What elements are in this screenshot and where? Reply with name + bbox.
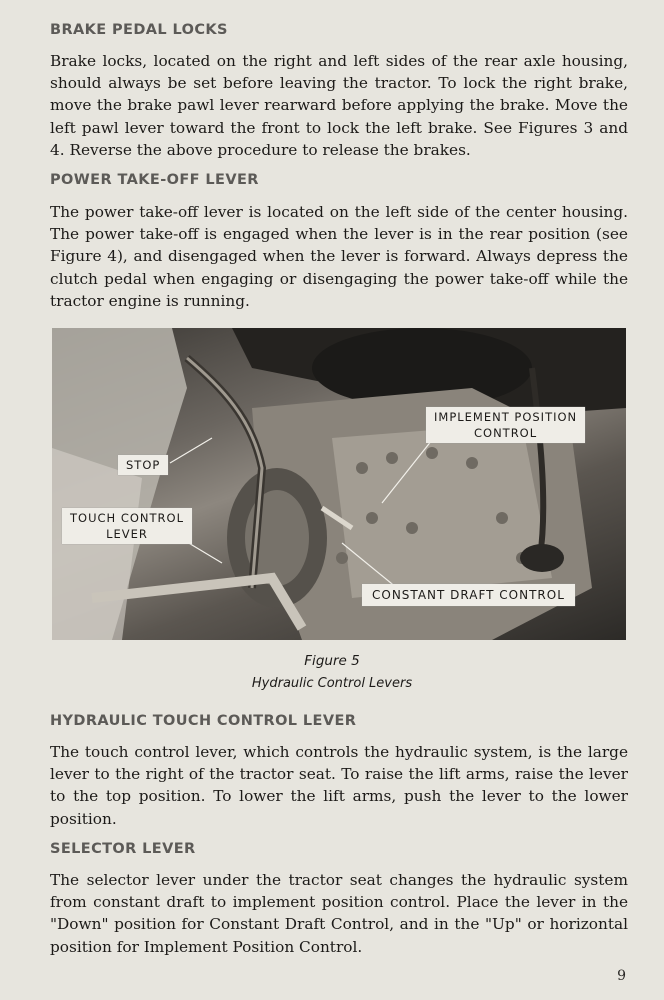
figure-5-photo — [52, 328, 626, 640]
paragraph-hydraulic-touch-control-lever: The touch control lever, which controls the hydraulic system, is the large lever to the right of the tractor seat. To raise the lift arms, raise the lever to the top position. To lower the lift arms, push the lever to the lower position. — [50, 743, 628, 828]
heading-hydraulic-touch-control-lever: HYDRAULIC TOUCH CONTROL LEVER — [50, 713, 357, 729]
heading-power-take-off-lever: POWER TAKE-OFF LEVER — [50, 172, 259, 188]
heading-selector-lever: SELECTOR LEVER — [50, 841, 196, 857]
callout-touch-control-lever: TOUCH CONTROL LEVER — [62, 508, 192, 544]
heading-brake-pedal-locks: BRAKE PEDAL LOCKS — [50, 22, 228, 38]
figure-caption-title: Hydraulic Control Levers — [251, 676, 413, 691]
callout-constant-draft-control: CONSTANT DRAFT CONTROL — [362, 584, 575, 606]
page-number: 9 — [617, 968, 626, 984]
callout-implement-position-control: IMPLEMENT POSITION CONTROL — [426, 407, 585, 443]
paragraph-power-take-off-lever: The power take-off lever is located on the left side of the center housing. The power take-off is engaged when the lever is in the rear position (see Figure 4), and disengaged when the lever is forward. Always depress the clutch pedal when engaging or disengaging the power take-off while the tractor engine is running. — [50, 203, 628, 310]
paragraph-brake-pedal-locks: Brake locks, located on the right and left sides of the rear axle housing, should always be set before leaving the tractor. To lock the right brake, move the brake pawl lever rearward before applying the brake. Move the left pawl lever toward the front to lock the left brake. See Figures 3 and 4. Reverse the above procedure to release the brakes. — [50, 52, 628, 159]
figure-caption-number: Figure 5 — [304, 653, 360, 669]
paragraph-selector-lever: The selector lever under the tractor seat changes the hydraulic system from constant draft to implement position control. Place the lever in the "Down" position for Constant Draft Control, and in the "Up" or horizontal position for Implement Position Control. — [50, 871, 628, 956]
callout-stop: STOP — [118, 455, 168, 475]
